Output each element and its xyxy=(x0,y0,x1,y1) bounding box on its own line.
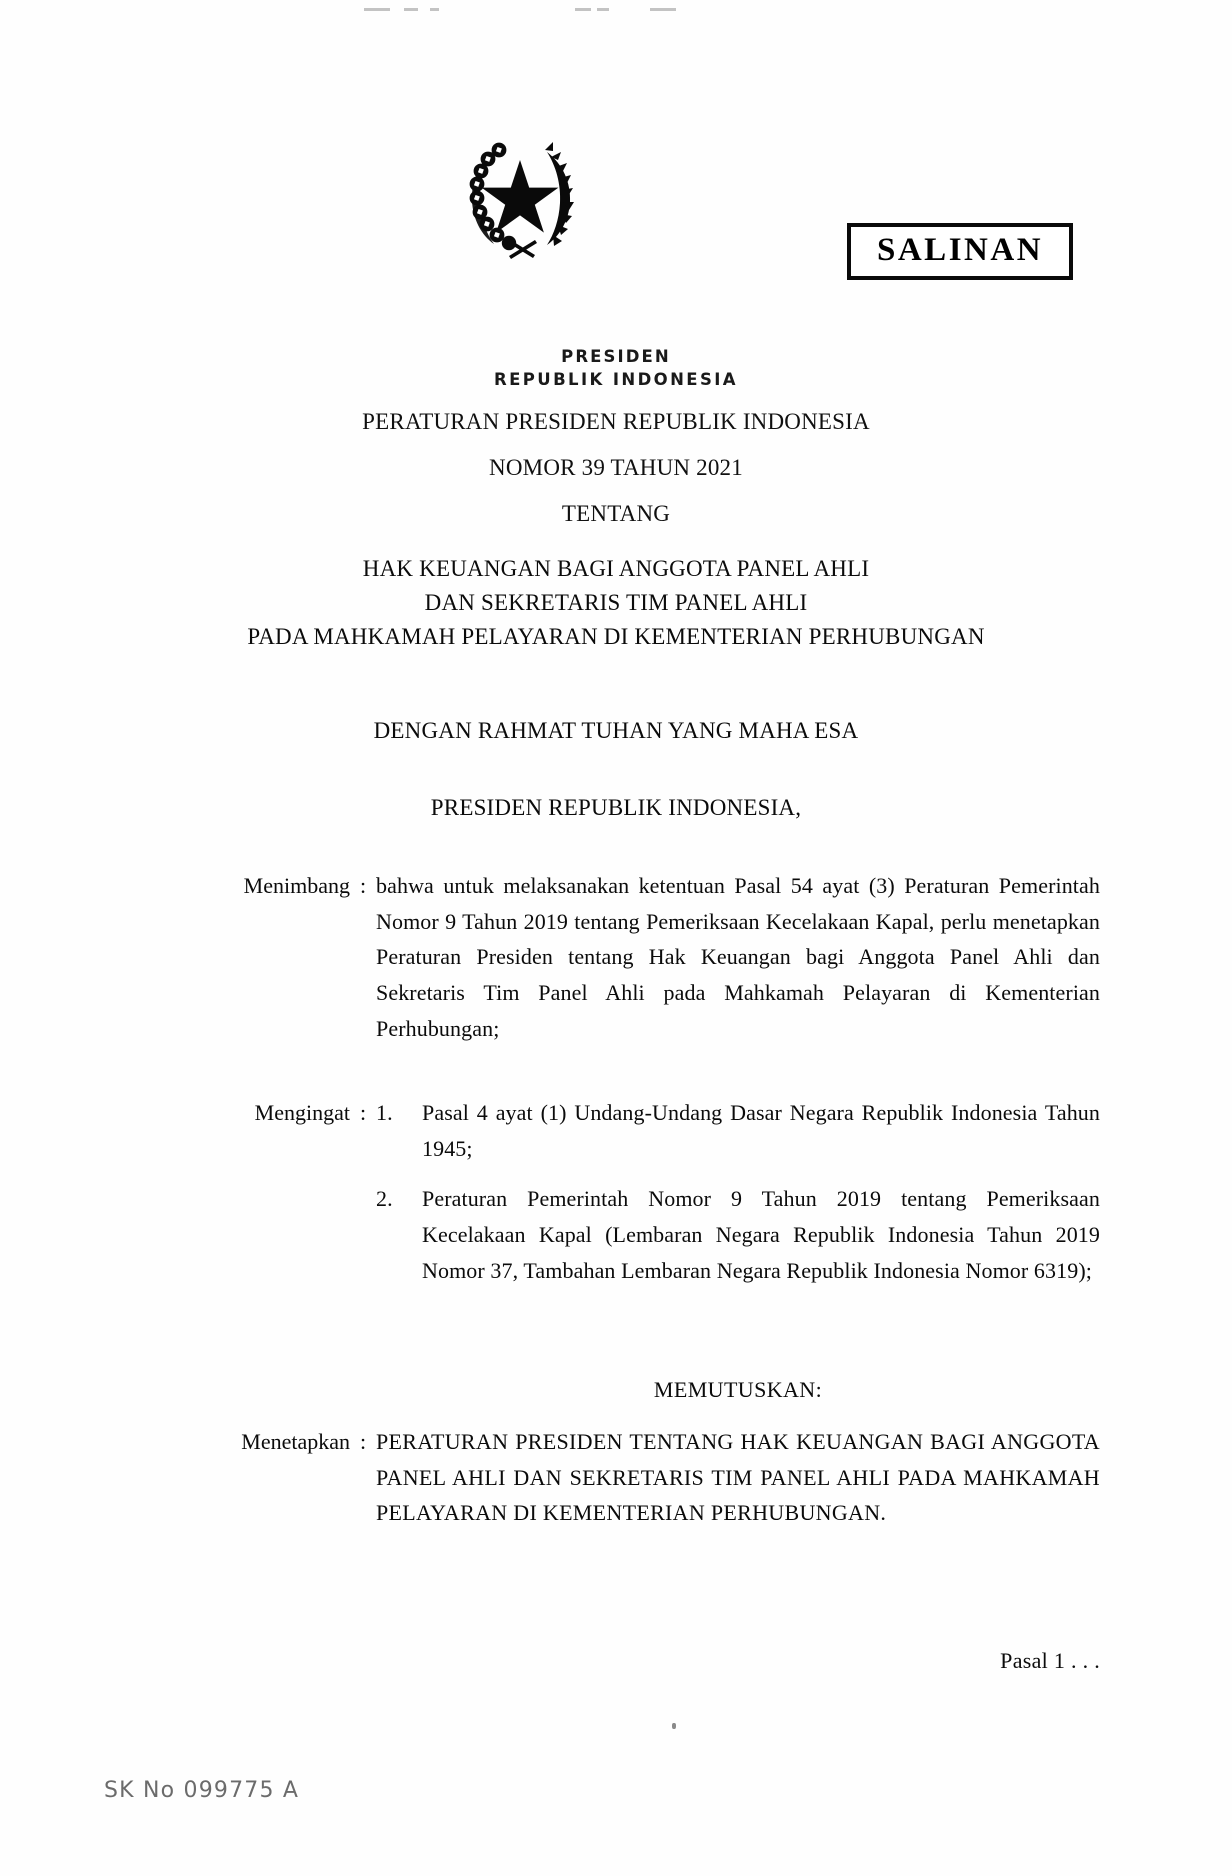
regulation-title-line-1: PERATURAN PRESIDEN REPUBLIK INDONESIA xyxy=(362,409,870,434)
considering-clause xyxy=(180,868,1100,1046)
page-catchword: Pasal 1 . . . xyxy=(1000,1648,1100,1673)
list-item-text: Peraturan Pemerintah Nomor 9 Tahun 2019 tentang Pemeriksaan Kecelakaan Kapal (Lembaran Negara Republik Indonesia Tahun 2019 Nomor 37, Tambahan Lembaran Negara Republik Indonesia Nomor 6319); xyxy=(422,1186,1100,1283)
republic-header-line-1: PRESIDEN xyxy=(561,347,671,366)
stipulating-text: PERATURAN PRESIDEN TENTANG HAK KEUANGAN BAGI ANGGOTA PANEL AHLI DAN SEKRETARIS TIM PANEL AHLI PADA MAHKAMAH PELAYARAN DI KEMENTERIAN PERHUBUNGAN. xyxy=(376,1429,1100,1526)
stipulating-clause xyxy=(180,1424,1100,1531)
salinan-label: SALINAN xyxy=(877,232,1044,268)
regulation-subject-line-1: HAK KEUANGAN BAGI ANGGOTA PANEL AHLI xyxy=(362,556,870,581)
considering-label: Menimbang xyxy=(243,873,350,898)
considering-colon: : xyxy=(359,873,367,898)
regulation-title-block xyxy=(0,410,1232,548)
recalling-clause xyxy=(180,1095,1100,1288)
considering-text: bahwa untuk melaksanakan ketentuan Pasal 54 ayat (3) Peraturan Pemerintah Nomor 9 Tahun 2019 tentang Pemeriksaan Kecelakaan Kapal, perlu menetapkan Peraturan Presiden tentang Hak Keuangan bagi Anggota Panel Ahli dan Sekretaris Tim Panel Ahli pada Mahkamah Pelayaran di Kementerian Perhubungan; xyxy=(376,873,1100,1041)
blessing-line: DENGAN RAHMAT TUHAN YANG MAHA ESA xyxy=(373,718,859,743)
list-item-number: 2. xyxy=(376,1186,393,1212)
republic-header xyxy=(0,345,1232,392)
republic-header-line-2: REPUBLIK INDONESIA xyxy=(494,370,738,390)
regulation-subject-line-3: PADA MAHKAMAH PELAYARAN DI KEMENTERIAN PERHUBUNGAN xyxy=(247,623,985,649)
stipulating-colon: : xyxy=(359,1429,367,1454)
regulation-subject-line-2: DAN SEKRETARIS TIM PANEL AHLI xyxy=(424,589,808,615)
document-number: SK No 099775 A xyxy=(104,1778,300,1803)
list-item xyxy=(376,1181,1100,1288)
recalling-label: Mengingat xyxy=(254,1100,350,1125)
regulation-about-label: TENTANG xyxy=(561,501,671,526)
presidential-seal-icon xyxy=(455,130,585,265)
scan-edge-artifacts xyxy=(0,0,1232,18)
list-item-text: Pasal 4 ayat (1) Undang-Undang Dasar Negara Republik Indonesia Tahun 1945; xyxy=(422,1100,1100,1161)
stipulating-content xyxy=(376,1424,1100,1531)
recalling-list xyxy=(376,1095,1100,1288)
regulation-number: NOMOR 39 TAHUN 2021 xyxy=(489,455,743,480)
considering-content xyxy=(376,868,1100,1046)
recalling-colon: : xyxy=(359,1100,367,1125)
salinan-stamp xyxy=(847,223,1073,280)
scan-speck xyxy=(672,1723,676,1729)
regulation-subject xyxy=(0,552,1232,653)
stipulating-label: Menetapkan xyxy=(241,1429,350,1454)
list-item xyxy=(376,1095,1100,1166)
enacting-authority: PRESIDEN REPUBLIK INDONESIA, xyxy=(430,795,802,820)
deciding-heading: MEMUTUSKAN: xyxy=(653,1377,823,1402)
recalling-content xyxy=(376,1095,1100,1288)
list-item-number: 1. xyxy=(376,1100,393,1125)
